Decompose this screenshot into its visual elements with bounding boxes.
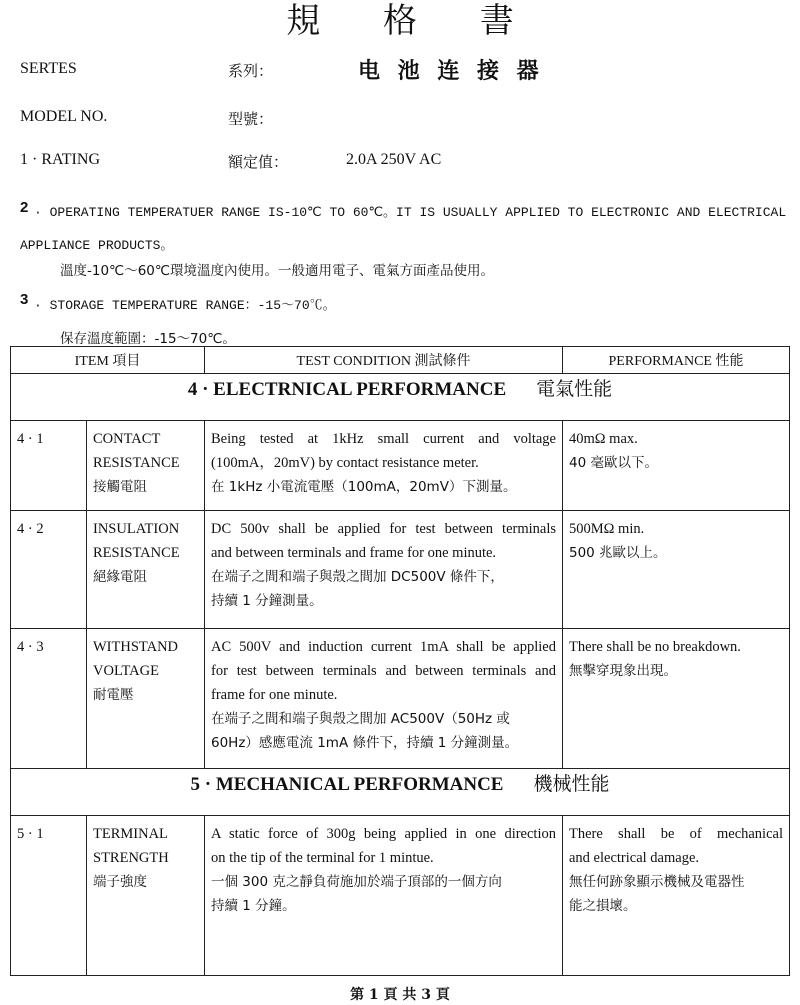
header-item: ITEM 項目	[11, 347, 205, 374]
test-line: for test between terminals and between terminals and	[211, 663, 556, 679]
row-test-condition	[205, 421, 562, 499]
row-performance	[563, 421, 789, 475]
perf-cn: 無任何跡象顯示機械及電器性	[569, 874, 745, 890]
table-row	[11, 511, 790, 629]
item-cn: 端子強度	[93, 874, 147, 890]
page-footer: 第 1 頁 共 3 頁	[350, 987, 450, 1003]
note-3-number: 3	[20, 291, 29, 308]
item-cn: 耐電壓	[93, 687, 134, 703]
row-test-condition	[205, 816, 562, 918]
series-label: SERTES	[20, 60, 77, 77]
row-item	[87, 511, 204, 589]
row-performance	[563, 511, 789, 565]
item-cn: 接觸電阻	[93, 479, 147, 495]
section-4-row	[11, 374, 790, 421]
note-3-line1: · STORAGE TEMPERATURE RANGE：-15～70℃。	[34, 298, 336, 313]
section-5-cn: 機械性能	[533, 773, 610, 795]
series-value: 电 池 连 接 器	[358, 59, 544, 84]
note-3-chinese: 保存溫度範圍：-15～70℃。	[60, 331, 236, 347]
test-cn: 在端子之間和端子與殼之間加 AC500V（50Hz 或	[211, 711, 510, 727]
row-test-condition	[205, 629, 562, 755]
item-en: WITHSTAND	[93, 639, 179, 655]
section-4-title: 4 · ELECTRNICAL PERFORMANCE	[187, 379, 507, 400]
table-row	[11, 629, 790, 769]
row-number: 4 · 1	[17, 431, 44, 447]
rating-cn-label: 額定值：	[228, 153, 289, 171]
test-cn: 持續 1 分鐘測量。	[211, 593, 323, 609]
row-item	[87, 629, 204, 707]
rating-value: 2.0A 250V AC	[346, 151, 442, 168]
perf-line: 500MΩ min.	[569, 521, 645, 537]
item-en: INSULATION	[93, 521, 180, 537]
perf-cn: 40 毫歐以下。	[569, 455, 658, 471]
section-4-heading	[11, 374, 790, 421]
perf-line: and electrical damage.	[569, 850, 700, 866]
header-performance: PERFORMANCE 性能	[563, 347, 790, 374]
perf-cn: 500 兆歐以上。	[569, 545, 667, 561]
section-4-cn: 電氣性能	[536, 378, 613, 400]
test-cn: 一個 300 克之靜負荷施加於端子頂部的一個方向	[211, 874, 502, 890]
row-number: 4 · 3	[17, 639, 44, 655]
spec-table	[10, 346, 790, 976]
item-en: TERMINAL	[93, 826, 168, 842]
table-row	[11, 421, 790, 511]
test-line: Being tested at 1kHz small current and voltage	[211, 431, 556, 447]
perf-cn: 無擊穿現象出現。	[569, 663, 677, 679]
test-cn: 60Hz）感應電流 1mA 條件下，持續 1 分鐘測量。	[211, 735, 519, 751]
document-title: 規 格 書	[286, 1, 540, 41]
test-line: AC 500V and induction current 1mA shall be applied	[211, 639, 556, 655]
row-number: 5 · 1	[17, 826, 44, 842]
test-cn: 在 1kHz 小電流電壓（100mA，20mV）下測量。	[211, 479, 517, 495]
test-line: DC 500v shall be applied for test between terminals	[211, 521, 556, 537]
row-item	[87, 816, 204, 894]
test-line: frame for one minute.	[211, 687, 338, 703]
model-cn-label: 型號：	[228, 110, 274, 128]
test-line: (100mA，20mV) by contact resistance meter.	[211, 455, 479, 471]
item-en: RESISTANCE	[93, 545, 180, 561]
item-en: VOLTAGE	[93, 663, 159, 679]
section-5-heading	[11, 769, 790, 816]
header-test-condition: TEST CONDITION 測試條件	[205, 347, 563, 374]
note-2-line2: APPLIANCE PRODUCTS。	[20, 238, 174, 253]
perf-line: 40mΩ max.	[569, 431, 638, 447]
row-test-condition	[205, 511, 562, 613]
perf-line: There shall be of mechanical	[569, 826, 783, 842]
item-cn: 絕緣電阻	[93, 569, 147, 585]
note-2-chinese: 溫度-10℃～60℃環境溫度內使用。一般適用電子、電氣方面產品使用。	[60, 263, 495, 279]
test-line: on the tip of the terminal for 1 mintue.	[211, 850, 434, 866]
row-performance	[563, 816, 789, 918]
series-cn-label: 系列：	[228, 62, 274, 80]
rating-label: 1 · RATING	[20, 151, 100, 168]
item-en: RESISTANCE	[93, 455, 180, 471]
row-performance	[563, 629, 789, 683]
test-line: A static force of 300g being applied in one direction	[211, 826, 556, 842]
item-en: CONTACT	[93, 431, 161, 447]
test-line: and between terminals and frame for one minute.	[211, 545, 497, 561]
note-2-number: 2	[20, 199, 29, 216]
test-cn: 持續 1 分鐘。	[211, 898, 296, 914]
row-number: 4 · 2	[17, 521, 44, 537]
table-row	[11, 816, 790, 976]
row-item	[87, 421, 204, 499]
perf-cn: 能之損壞。	[569, 898, 637, 914]
test-cn: 在端子之間和端子與殼之間加 DC500V 條件下，	[211, 569, 504, 585]
perf-line: There shall be no breakdown.	[569, 639, 741, 655]
table-header-row	[11, 347, 790, 374]
model-label: MODEL NO.	[20, 108, 108, 125]
section-5-row	[11, 769, 790, 816]
item-en: STRENGTH	[93, 850, 169, 866]
section-5-title: 5 · MECHANICAL PERFORMANCE	[190, 774, 504, 795]
note-2-line1: · OPERATING TEMPERATUER RANGE IS-10℃ TO 60℃。IT IS USUALLY APPLIED TO ELECTRONIC AND ELECTRICAL	[34, 205, 787, 220]
